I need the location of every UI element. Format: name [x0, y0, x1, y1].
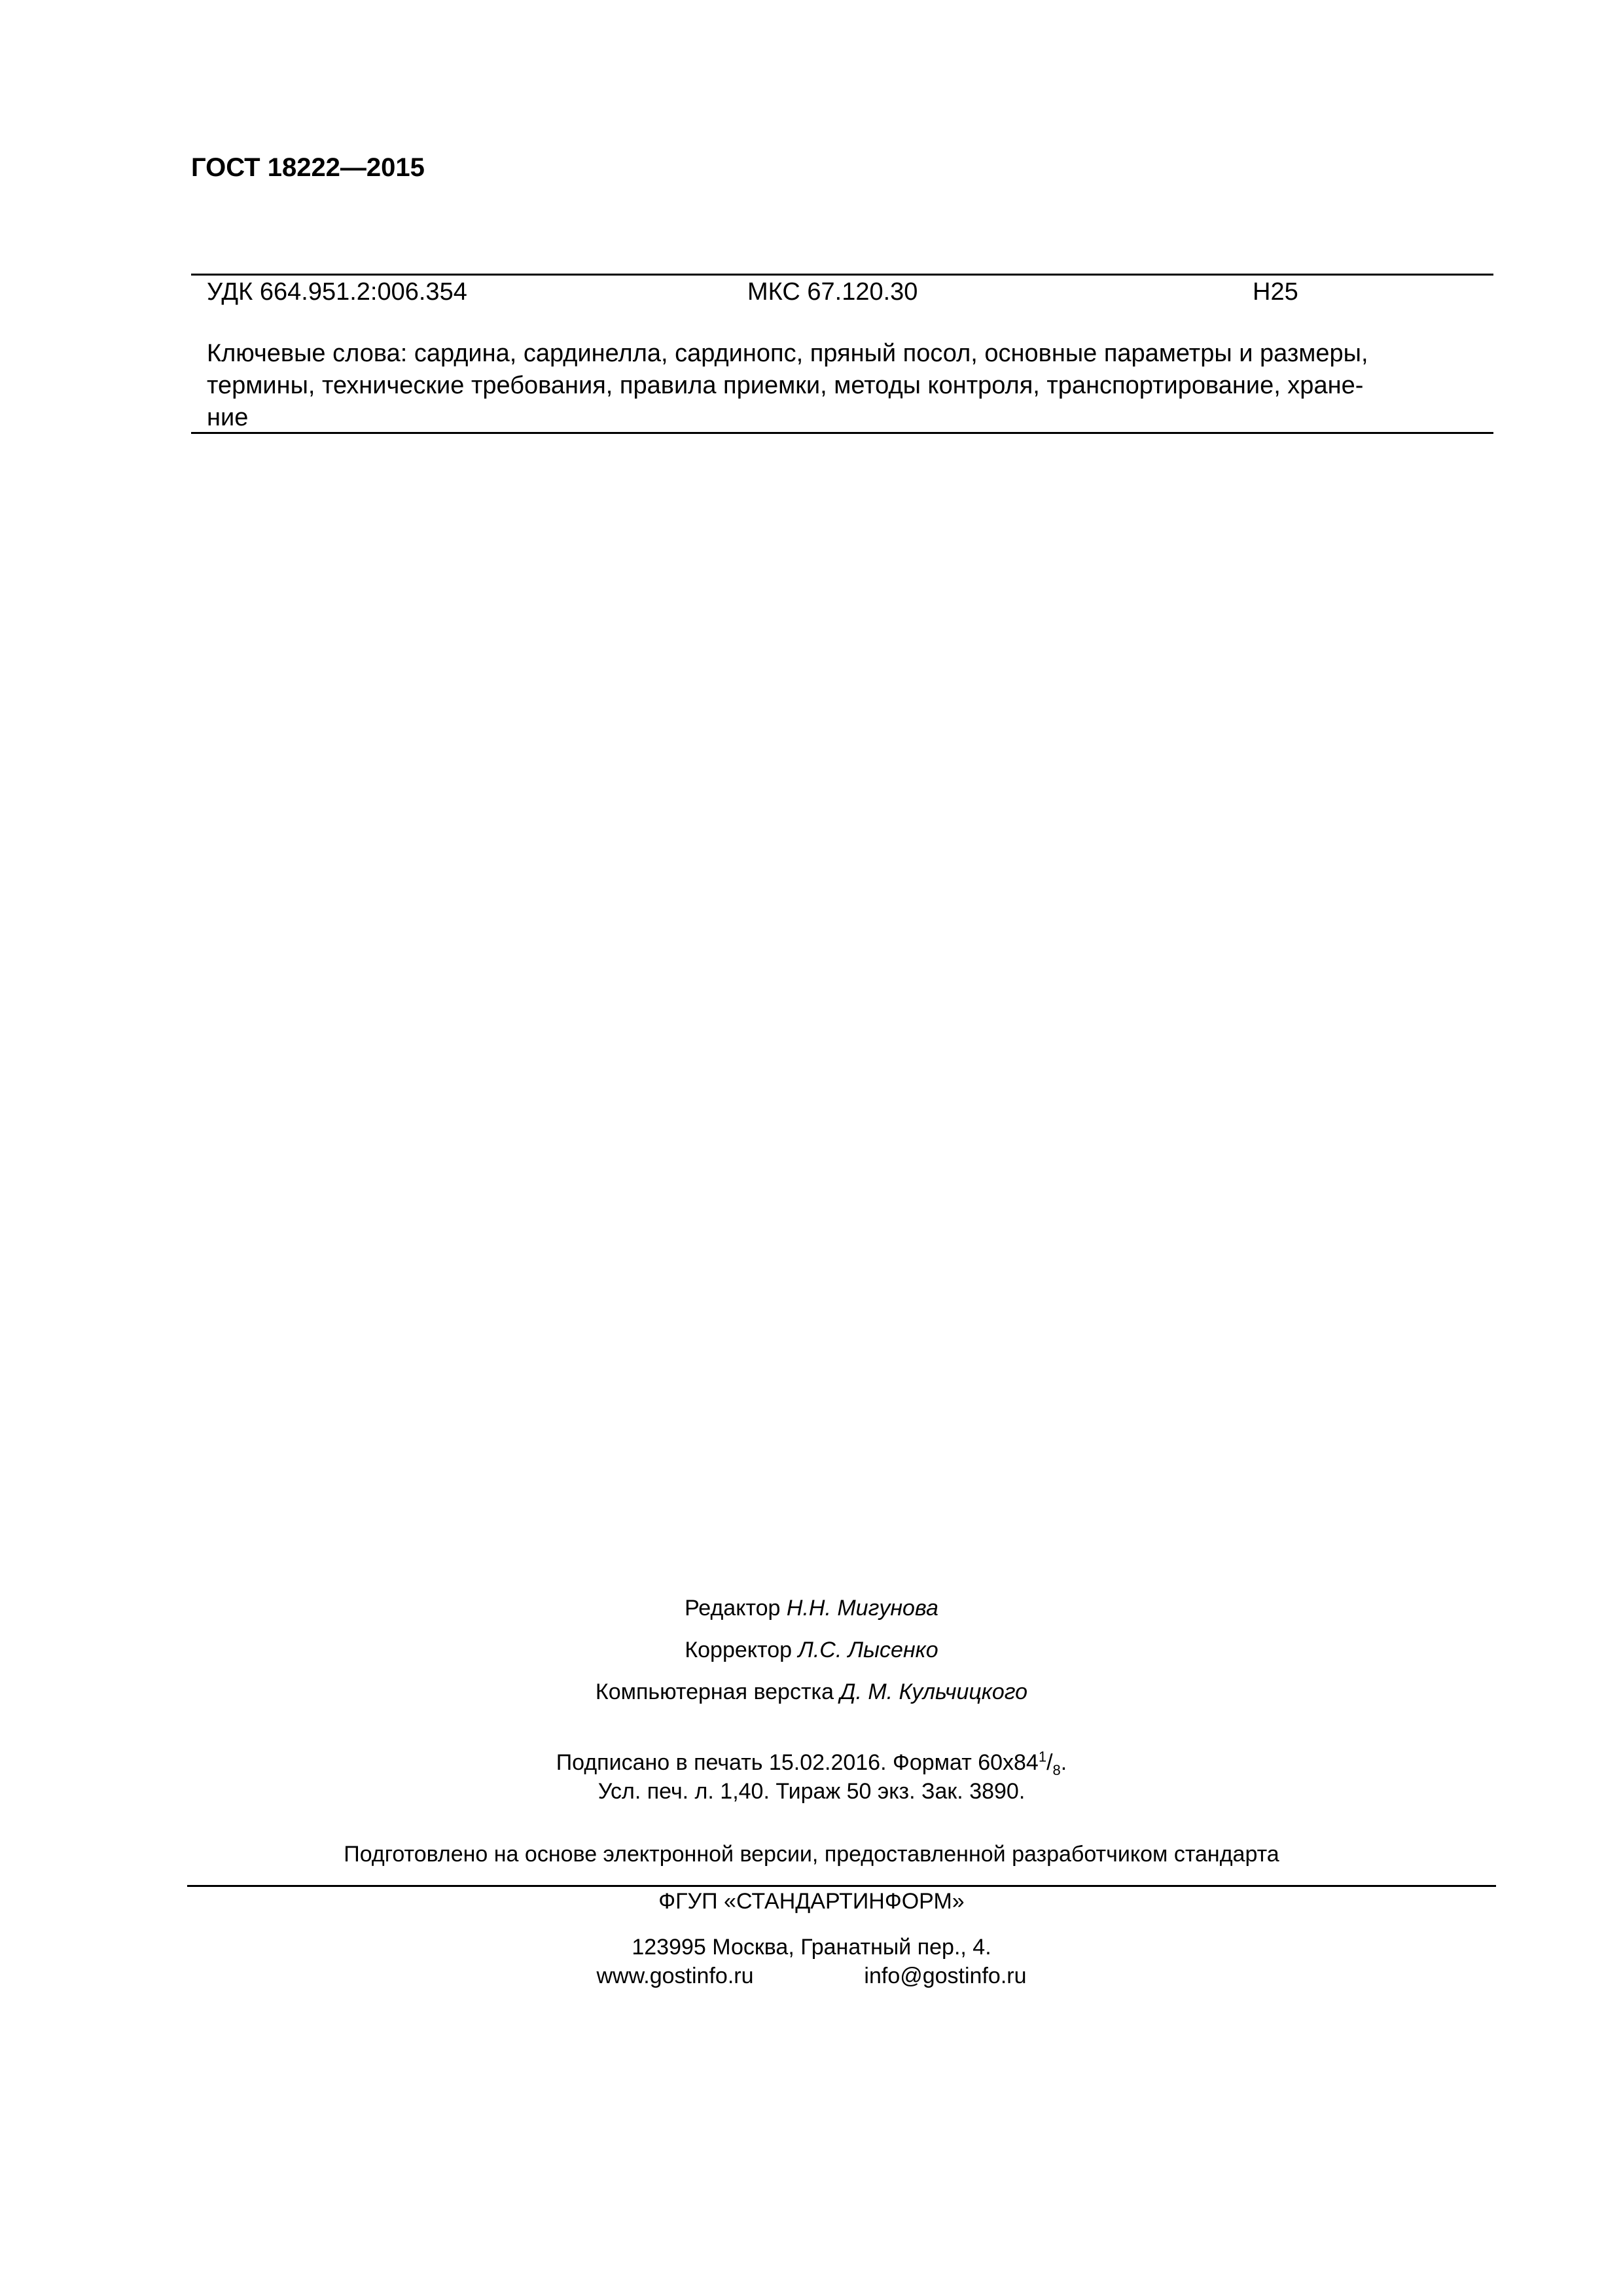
keywords-line-3: ние [207, 404, 249, 431]
format-superscript: 1 [1038, 1748, 1047, 1765]
publisher-contacts [0, 1962, 1623, 1990]
keywords-block [207, 338, 1489, 434]
keywords-bottom-rule [191, 432, 1493, 434]
corrector-label: Корректор [685, 1638, 793, 1662]
keywords-line-2: термины, технические требования, правила приемки, методы контроля, транспортирование, хране- [207, 372, 1364, 399]
editor-name: Н.Н. Мигунова [786, 1596, 938, 1621]
standard-code-header: ГОСТ 18222—2015 [191, 153, 425, 182]
corrector-line [0, 1636, 1623, 1664]
print-details-line: Усл. печ. л. 1,40. Тираж 50 экз. Зак. 3890. [597, 1779, 1026, 1804]
publisher-rule [187, 1885, 1496, 1887]
website-link[interactable]: www.gostinfo.ru [596, 1964, 754, 1988]
prepared-line: Подготовлено на основе электронной версии, предоставленной разработчиком стандарта [344, 1842, 1279, 1867]
layout-name: Д. М. Кульчицкого [840, 1679, 1028, 1704]
email-link[interactable]: info@gostinfo.ru [864, 1964, 1027, 1988]
corrector-name: Л.С. Лысенко [798, 1638, 938, 1662]
editor-line [0, 1594, 1623, 1622]
keywords-line-1: Ключевые слова: сардина, сардинелла, сардинопс, пряный посол, основные параметры и размеры, [207, 340, 1368, 367]
okp-group-code: Н25 [1253, 278, 1298, 306]
classification-row [191, 276, 1500, 308]
layout-line [0, 1678, 1623, 1706]
format-subscript: 8 [1052, 1761, 1061, 1778]
signed-text: Подписано в печать 15.02.2016. Формат 60х84 [556, 1750, 1039, 1775]
signed-line: Подписано в печать 15.02.2016. Формат $60х84^1/_8$. [556, 1748, 1067, 1778]
publisher-name: ФГУП «СТАНДАРТИНФОРМ» [658, 1889, 965, 1914]
udk-code: УДК 664.951.2:006.354 [207, 278, 467, 306]
format-end: . [1060, 1750, 1067, 1775]
mks-code: МКС 67.120.30 [747, 278, 918, 306]
layout-label: Компьютерная верстка [595, 1679, 834, 1704]
classification-top-rule [191, 274, 1493, 276]
publisher-address: 123995 Москва, Гранатный пер., 4. [632, 1935, 991, 1960]
editor-label: Редактор [685, 1596, 781, 1621]
